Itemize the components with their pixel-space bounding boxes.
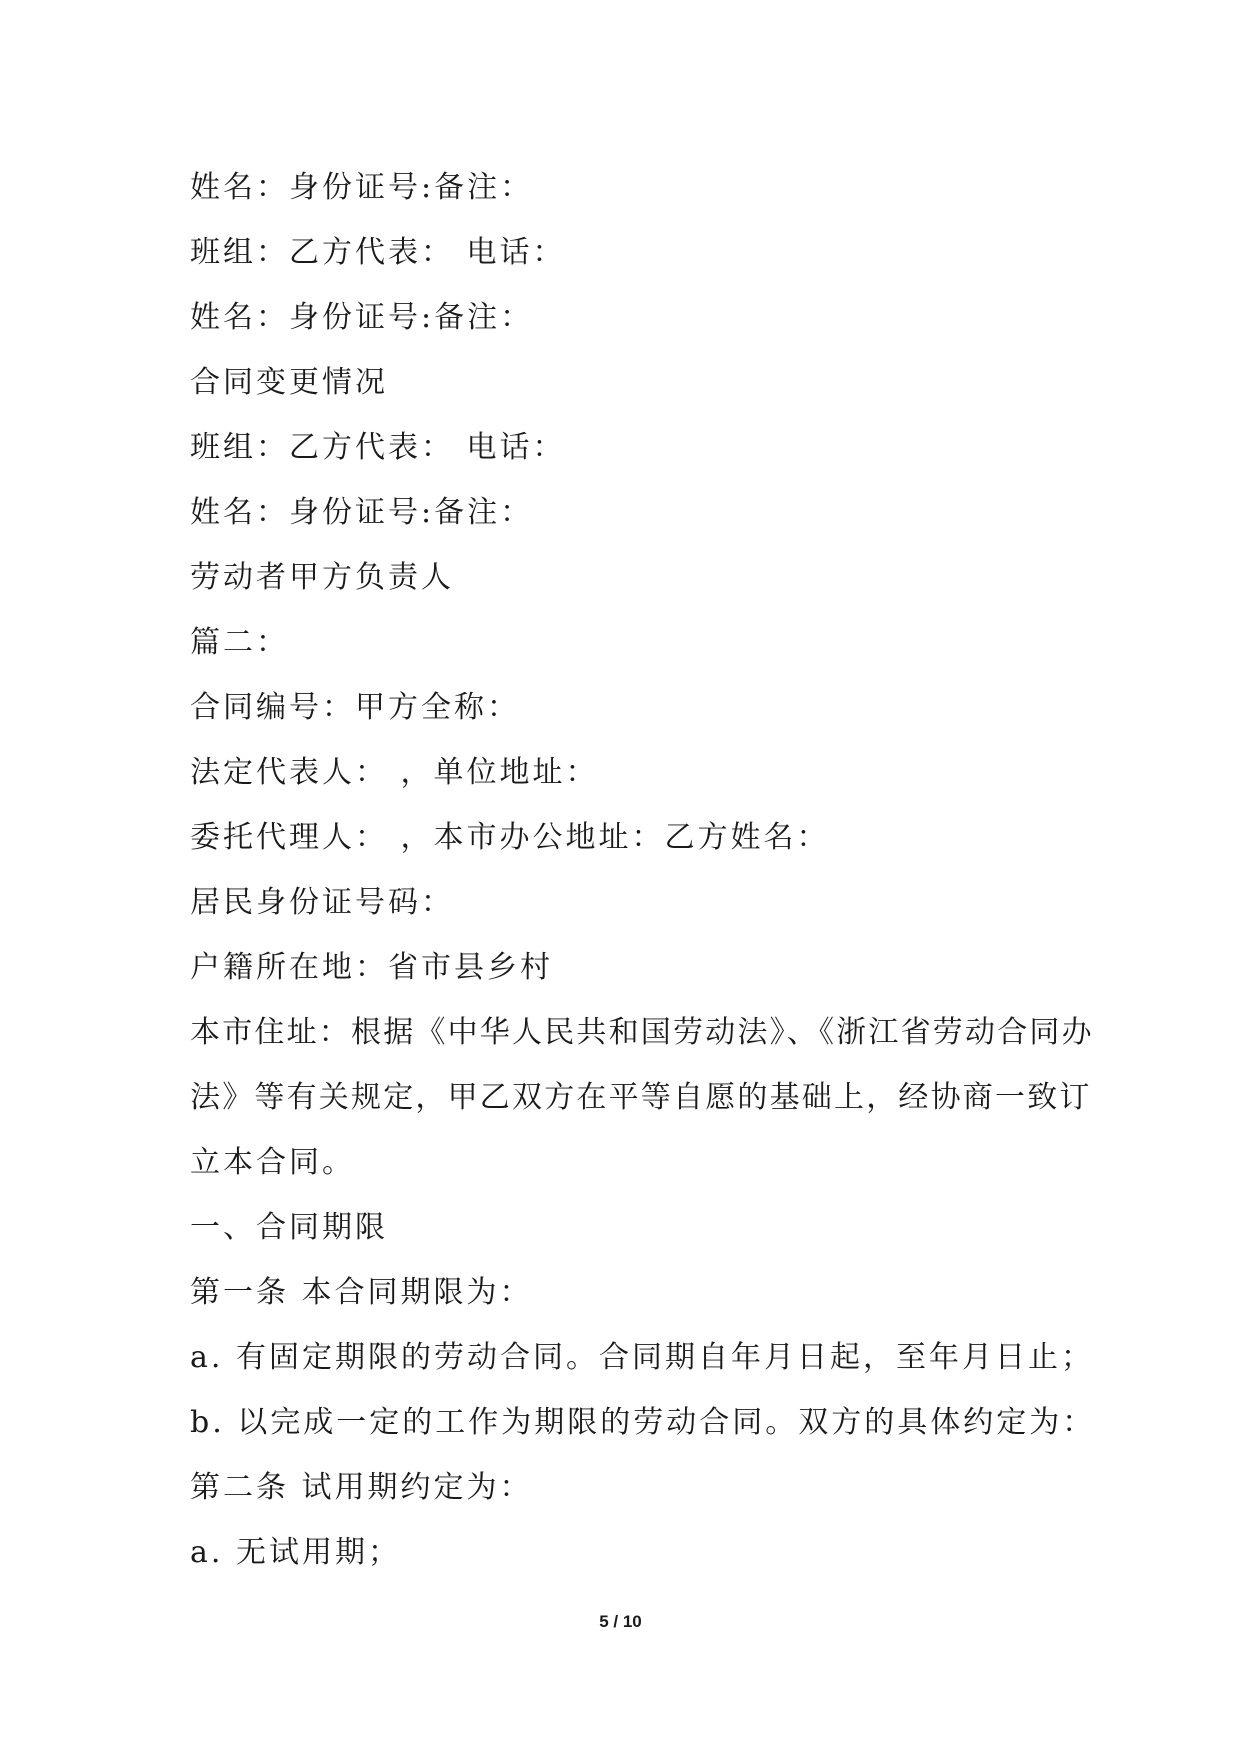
text-line: 委托代理人： ，本市办公地址：乙方姓名： (190, 820, 830, 855)
paragraph-line: 法》等有关规定，甲乙双方在平等自愿的基础上，经协商一致订 (190, 1080, 1092, 1115)
document-body (190, 155, 1096, 1585)
clause-heading: 第一条 本合同期限为： (190, 1275, 533, 1310)
text-line: 合同编号：甲方全称： (190, 690, 520, 725)
section-heading: 一、合同期限 (190, 1210, 388, 1245)
paragraph-line: 立本合同。 (190, 1145, 355, 1180)
text-line: 姓名：身份证号:备注： (190, 300, 534, 335)
clause-heading: 第二条 试用期约定为： (190, 1470, 533, 1505)
text-line: 姓名：身份证号:备注： (190, 495, 534, 530)
clause-item: a. 有固定期限的劳动合同。合同期自年月日起，至年月日止； (190, 1340, 1094, 1375)
text-line: 姓名：身份证号:备注： (190, 170, 534, 205)
clause-item: a. 无试用期； (190, 1535, 401, 1570)
section-heading: 合同变更情况 (190, 365, 388, 400)
text-line: 劳动者甲方负责人 (190, 560, 454, 595)
page-number: 5 / 10 (599, 1612, 642, 1631)
text-line: 法定代表人： ，单位地址： (190, 755, 599, 790)
clause-item: b. 以完成一定的工作为期限的劳动合同。双方的具体约定为： (190, 1405, 1096, 1440)
text-line: 班组：乙方代表： 电话： (190, 430, 566, 465)
text-line: 户籍所在地：省市县乡村 (190, 950, 553, 985)
text-line: 班组：乙方代表： 电话： (190, 235, 566, 270)
paragraph-line: 本市住址：根据《中华人民共和国劳动法》、《浙江省劳动合同办 (190, 1015, 1094, 1050)
text-line: 居民身份证号码： (190, 885, 454, 920)
section-heading: 篇二： (190, 625, 289, 660)
